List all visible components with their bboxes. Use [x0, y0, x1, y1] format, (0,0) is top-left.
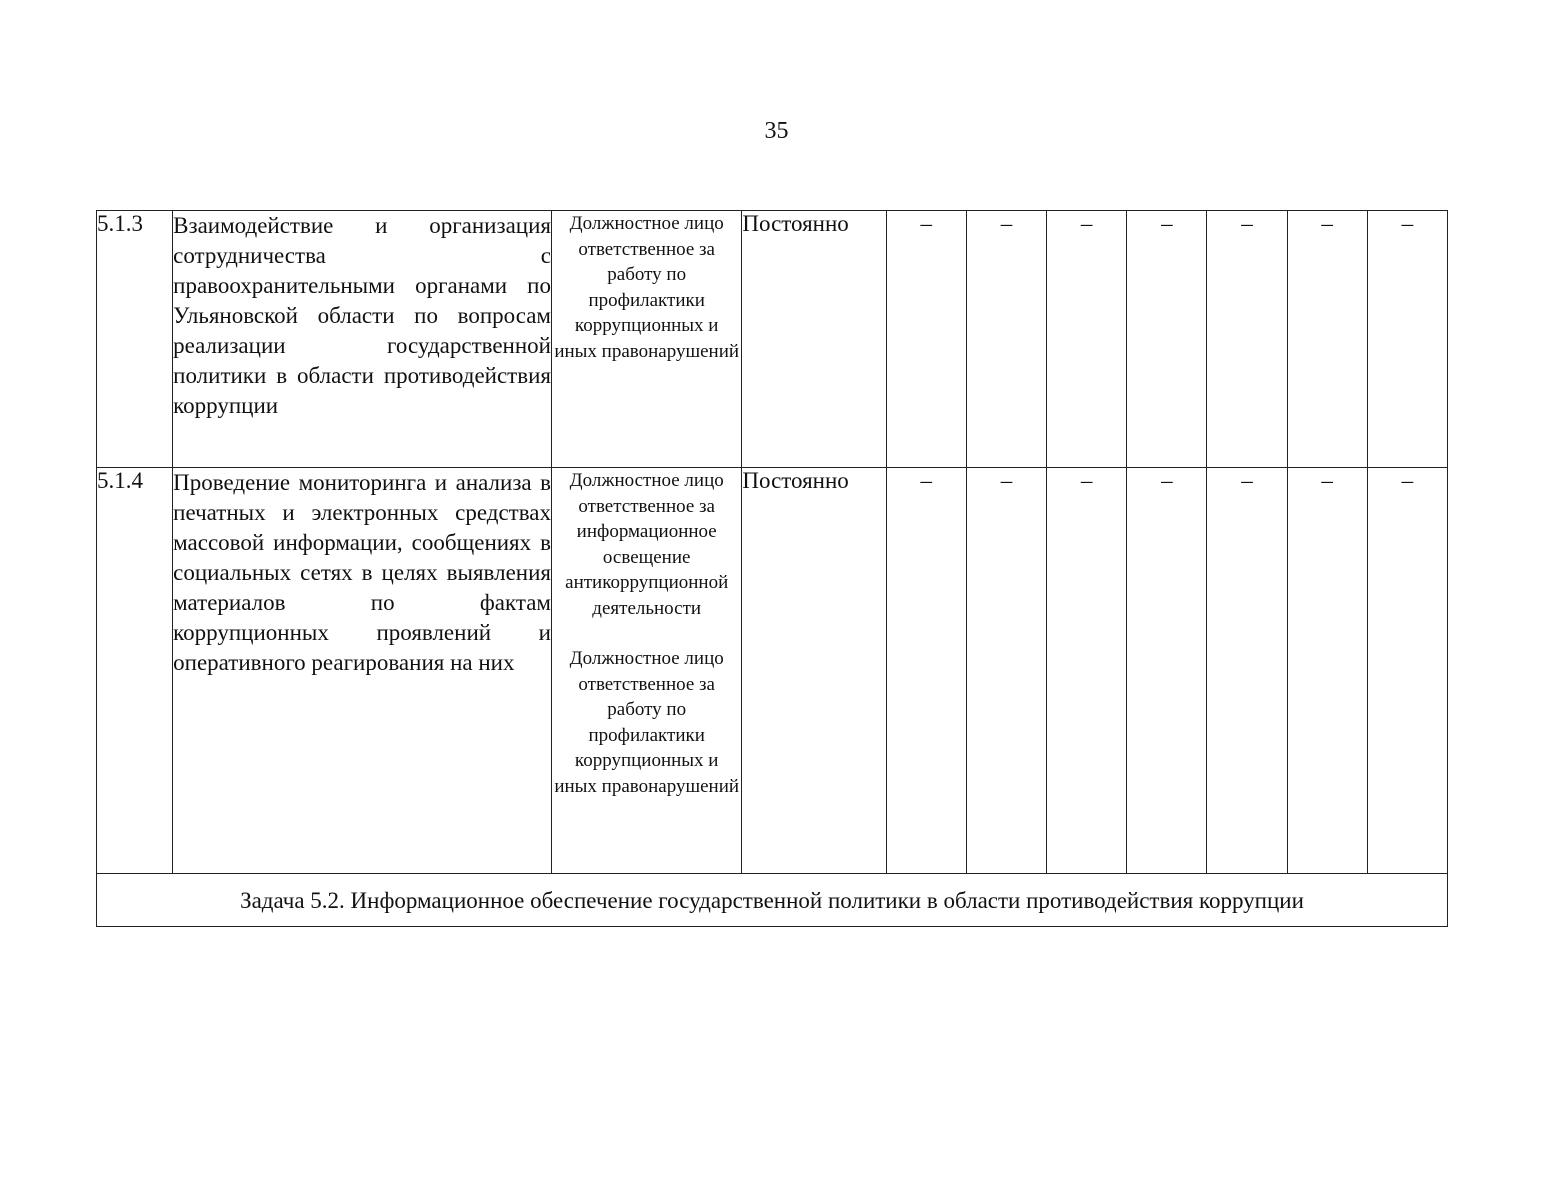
task-heading: Задача 5.2. Информационное обеспечение государственной политики в области противодействия коррупции: [97, 874, 1448, 927]
value-cell: –: [1287, 468, 1367, 874]
value-cell: –: [1127, 468, 1207, 874]
value-cell: –: [966, 468, 1046, 874]
task-row: [97, 874, 1448, 927]
value-cell: –: [1047, 468, 1127, 874]
value-cell: –: [1127, 211, 1207, 468]
responsible-text: Должностное лицо ответственное за информационное освещение антикоррупционной деятельности: [565, 470, 729, 619]
value-cell: –: [1207, 468, 1287, 874]
value-cell: –: [966, 211, 1046, 468]
responsible-person: [551, 468, 741, 874]
table-row: [97, 211, 1448, 468]
value-cell: –: [1047, 211, 1127, 468]
responsible-text: Должностное лицо ответственное за работу по профилактики коррупционных и иных правонарушений: [554, 213, 740, 362]
item-term: Постоянно: [742, 468, 886, 874]
action-plan-table: [96, 210, 1448, 927]
value-cell: –: [1367, 468, 1447, 874]
responsible-text: Должностное лицо ответственное за работу по профилактики коррупционных и иных правонарушений: [554, 648, 740, 797]
value-cell: –: [886, 211, 966, 468]
item-term: Постоянно: [742, 211, 886, 468]
item-description: Взаимодействие и организация сотрудничества с правоохранительными органами по Ульяновской области по вопросам реализации государственной политики в области противодействия коррупции: [173, 211, 552, 468]
value-cell: –: [1287, 211, 1367, 468]
value-cell: –: [1367, 211, 1447, 468]
page-number: 35: [764, 118, 789, 144]
value-cell: –: [886, 468, 966, 874]
table-row: [97, 468, 1448, 874]
item-number: 5.1.3: [97, 211, 173, 468]
responsible-person: [551, 211, 741, 468]
item-number: 5.1.4: [97, 468, 173, 874]
value-cell: –: [1207, 211, 1287, 468]
item-description: Проведение мониторинга и анализа в печатных и электронных средствах массовой информации, сообщениях в социальных сетях в целях выявления материалов по фактам коррупционных проявлений и оперативного реагирования на них: [173, 468, 552, 874]
